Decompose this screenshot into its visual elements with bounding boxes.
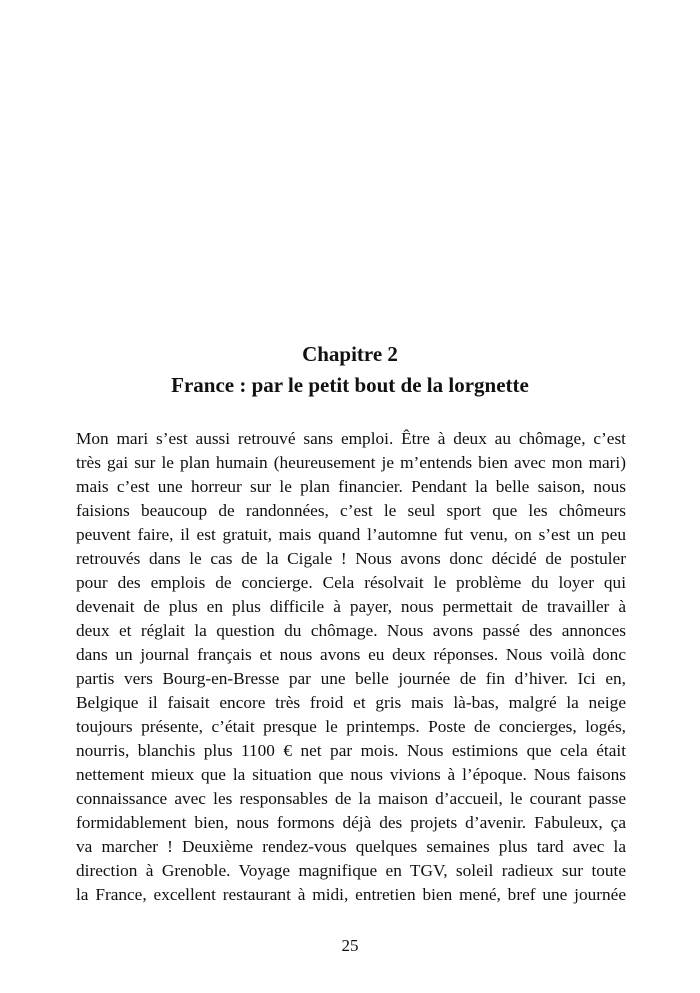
- text-line: pour des emplois de concierge. Cela résolvait le problème du loyer qui: [76, 573, 626, 592]
- chapter-title: France : par le petit bout de la lorgnette: [171, 373, 529, 397]
- text-line: faisions beaucoup de randonnées, c’est le seul sport que les chômeurs: [76, 501, 626, 520]
- text-line: dans un journal français et nous avons eu deux réponses. Nous voilà donc: [76, 645, 626, 664]
- text-line: très gai sur le plan humain (heureusement je m’entends bien avec mon mari): [76, 453, 626, 472]
- text-line: formidablement bien, nous formons déjà des projets d’avenir. Fabuleux, ça: [76, 813, 626, 832]
- text-line: partis vers Bourg-en-Bresse par une belle journée de fin d’hiver. Ici en,: [76, 669, 626, 688]
- text-line: va marcher ! Deuxième rendez-vous quelques semaines plus tard avec la: [76, 837, 626, 856]
- text-line: nourris, blanchis plus 1100 € net par mois. Nous estimions que cela était: [76, 741, 626, 760]
- text-line: mais c’est une horreur sur le plan financier. Pendant la belle saison, nous: [76, 477, 626, 496]
- body-text: [76, 427, 626, 907]
- text-line: retrouvés dans le cas de la Cigale ! Nous avons donc décidé de postuler: [76, 549, 626, 568]
- text-line: peuvent faire, il est gratuit, mais quand l’automne fut venu, on s’est un peu: [76, 525, 626, 544]
- text-line: toujours présente, c’était presque le printemps. Poste de concierges, logés,: [76, 717, 626, 736]
- text-line: connaissance avec les responsables de la maison d’accueil, le courant passe: [76, 789, 626, 808]
- page-number: 25: [341, 936, 359, 955]
- text-line: la France, excellent restaurant à midi, entretien bien mené, bref une journée: [76, 885, 626, 904]
- text-line: deux et réglait la question du chômage. Nous avons passé des annonces: [76, 621, 626, 640]
- text-line: Belgique il faisait encore très froid et gris mais là-bas, malgré la neige: [76, 693, 626, 712]
- text-line: direction à Grenoble. Voyage magnifique en TGV, soleil radieux sur toute: [76, 861, 626, 880]
- chapter-number: Chapitre 2: [302, 342, 398, 366]
- text-line: devenait de plus en plus difficile à payer, nous permettait de travailler à: [76, 597, 626, 616]
- text-line: nettement mieux que la situation que nous vivions à l’époque. Nous faisons: [76, 765, 626, 784]
- text-line: Mon mari s’est aussi retrouvé sans emploi. Être à deux au chômage, c’est: [76, 429, 626, 448]
